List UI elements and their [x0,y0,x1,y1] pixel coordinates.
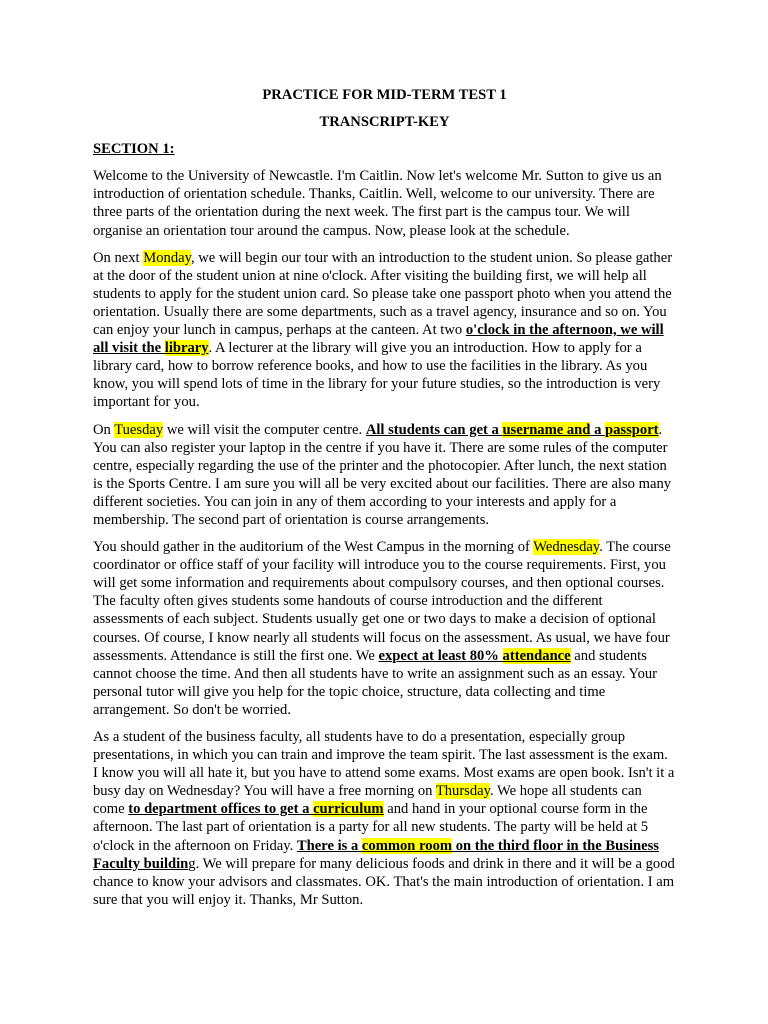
highlighted-key-phrase: curriculum [313,801,384,818]
transcript-body [93,167,676,909]
text-run: g. We will prepare for many delicious foods and drink in there and it will be a good chance to know your advisors and classmates. OK. That's the main introduction of orientation. I am sure that you will enjoy it. Thanks, Mr Sutton. [93,855,675,908]
highlighted-key-phrase: library [164,340,209,357]
text-run: , we will begin our tour with an introduction to the student union. So please gather at the door of the student union at nine o'clock. After visiting the building first, we will help all students to apply for the student union card. So please take one passport photo when you attend the orientation. Usually there are some departments, such as a travel agency, insurance and so on. You can enjoy your lunch in campus, perhaps at the canteen. At two [93,249,673,339]
key-phrase: to department offices to get a [128,801,314,818]
text-run: . A lecturer at the library will give you an introduction. How to apply for a library card, how to borrow reference books, and how to use the facilities in the library. As you know, you will spend lots of time in the library for your future studies, so the introduction is very important for you. [93,340,661,411]
transcript-paragraph [93,728,676,909]
transcript-paragraph [93,421,676,530]
highlighted-key-phrase: attendance [502,647,571,664]
text-run: You should gather in the auditorium of the West Campus in the morning of [93,539,534,556]
text-run: and hand in your optional course form in the afternoon. The last part of orientation is a party for all new students. The party will be held at 5 o'clock in the afternoon on Friday. [93,801,649,854]
text-run: we will visit the computer centre. [163,421,366,438]
text-run: . The course coordinator or office staff of your facility will introduce you to the course requirements. First, you will get some information and requirements about compulsory courses, and then optional courses. The faculty often gives students some handouts of course introduction and the different assessments of each subject. Students usually get one or two days to make a decision of optional courses. Of course, I know nearly all students will focus on the assessment. As usual, we have four assessments. Attendance is still the first one. We [93,539,671,664]
text-run: As a student of the business faculty, all students have to do a presentation, especially group presentations, in which you can train and improve the team spirit. The last assessment is the exam. I know you will all hate it, but you have to attend some exams. Most exams are open book. Isn't it a busy day on Wednesday? You will have a free morning on [93,729,675,800]
highlighted-answer: Tuesday [114,421,164,438]
highlighted-answer: Wednesday [533,539,600,556]
text-run: Welcome to the University of Newcastle. I'm Caitlin. Now let's welcome Mr. Sutton to give us an introduction of orientation schedule. Thanks, Caitlin. Well, welcome to our university. There are three parts of the orientation during the next week. The first part is the campus tour. We will organise an orientation tour around the campus. Now, please look at the schedule. [93,168,662,239]
text-run: and students cannot choose the time. And then all students have to write an assignment such as an essay. Your personal tutor will give you help for the topic choice, structure, data collecting and time arrangement. So don't be worried. [93,647,658,718]
highlighted-answer: Monday [143,249,191,266]
text-run: . We hope all students can come [93,783,642,818]
key-phrase: on the third floor in the Business Faculty buildin [93,837,659,872]
document-title: PRACTICE FOR MID-TERM TEST 1 [262,87,507,103]
key-phrase: a [590,421,606,438]
document-subtitle: TRANSCRIPT-KEY [319,114,450,131]
transcript-paragraph [93,538,676,719]
text-run: On [93,421,115,438]
section-heading: SECTION 1: [93,141,175,158]
text-run: On next [93,249,144,266]
key-phrase: o'clock in the afternoon, we will all visit the [93,322,664,357]
transcript-paragraph [93,249,676,412]
key-phrase: All students can get a [365,421,503,438]
text-run: . You can also register your laptop in the centre if you have it. There are some rules of the computer centre, especially regarding the use of the printer and the photocopier. After lunch, the next station is the Sports Centre. I am sure you will all be very excited about our facilities. There are also many different societies. You can join in any of them according to your interests and apply for a membership. The second part of orientation is course arrangements. [93,421,672,528]
key-phrase: expect at least 80% [378,647,503,664]
key-phrase: There is a [296,837,362,854]
highlighted-key-phrase: common room [361,837,453,854]
highlighted-key-phrase: passport [605,421,659,438]
highlighted-answer: Thursday [435,783,490,800]
highlighted-key-phrase: username and [502,421,591,438]
transcript-paragraph [93,167,676,239]
